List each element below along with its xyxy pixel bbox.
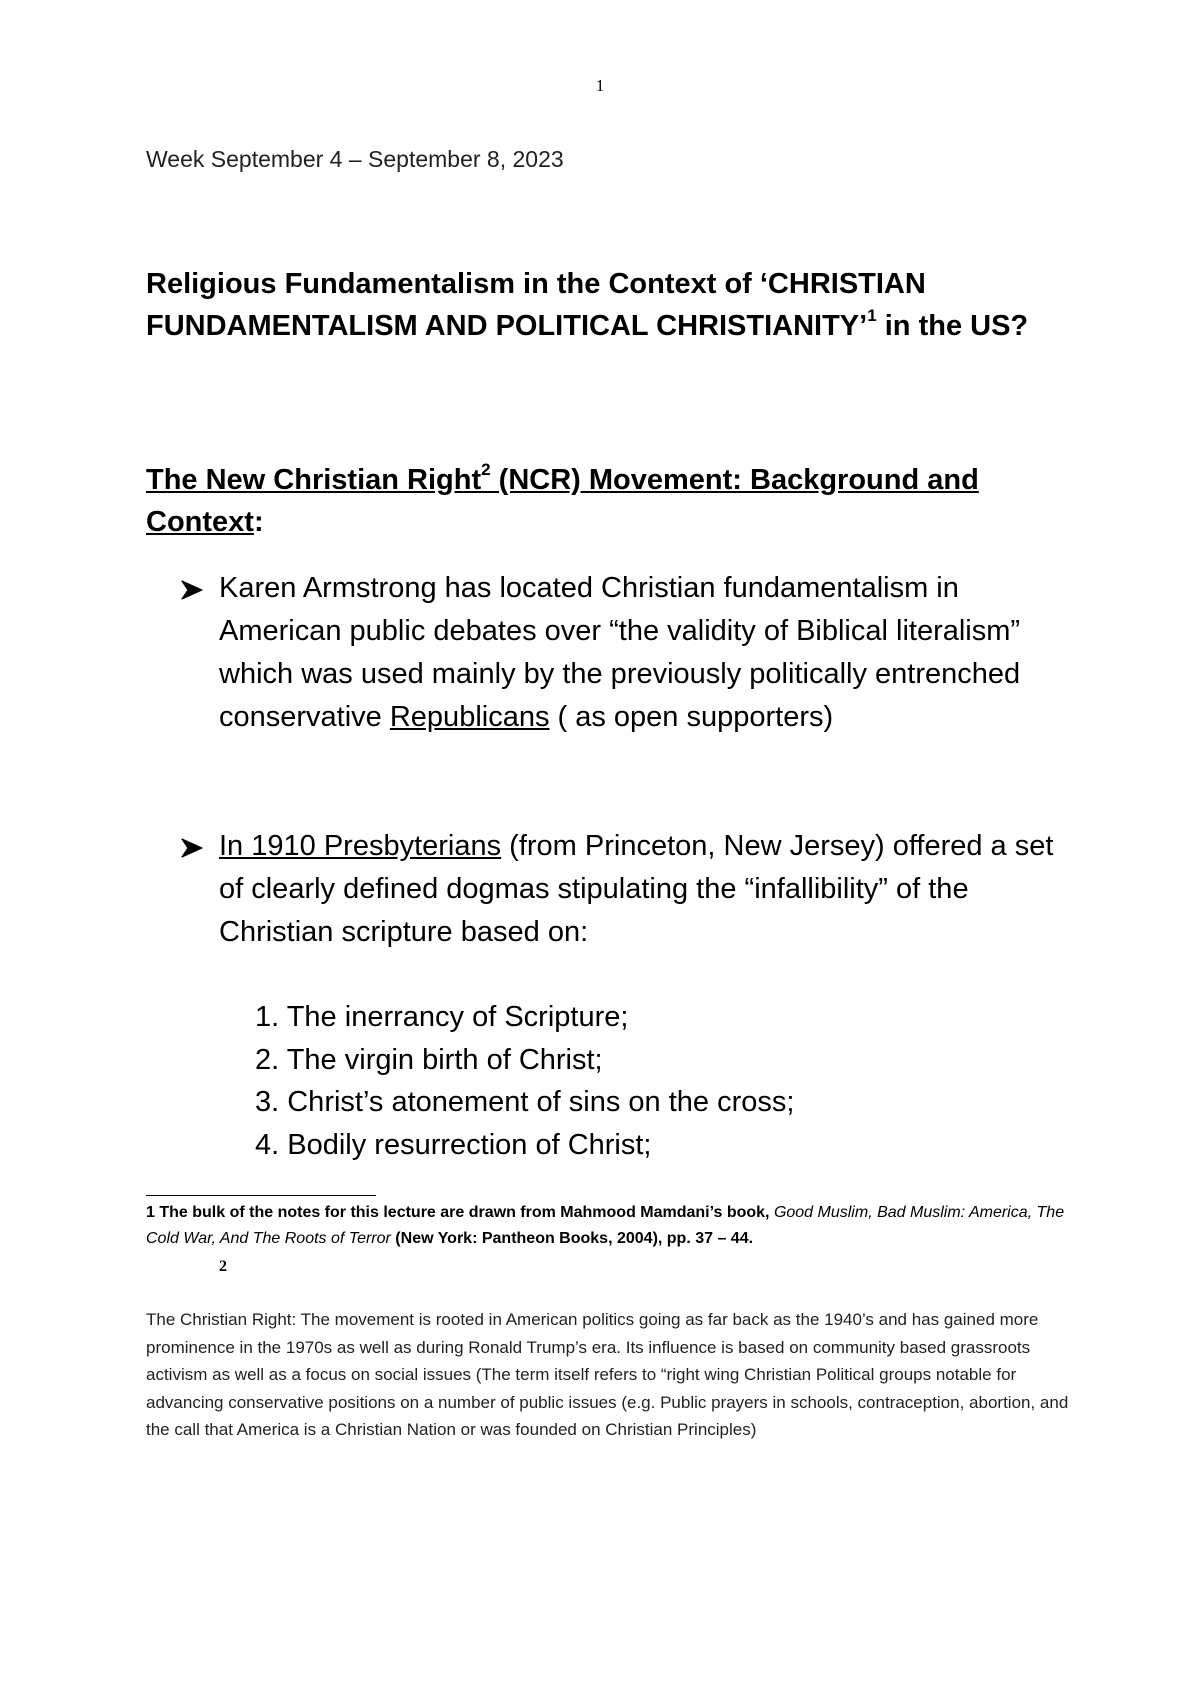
bullet-text: Karen Armstrong has located Christian fundamentalism in American public debates over “the validity of Biblical literalism” which was used mainly by the previously politically entrenched conservative Republicans ( as open supporters)	[219, 572, 1021, 733]
book-title: Good Muslim, Bad Muslim: America, The Cold War, And The Roots of Terror	[146, 1204, 1065, 1247]
bullet-item-presbyterians	[181, 825, 1081, 954]
section-heading-colon: :	[253, 506, 264, 538]
section-heading-text: The New Christian Right$^2$ (NCR) Movement: Background and Context	[146, 460, 979, 538]
section-heading	[146, 459, 1086, 543]
week-date-range: Week September 4 – September 8, 2023	[146, 146, 564, 172]
title-text-end: in the US?	[876, 310, 1029, 342]
arrow-bullet-icon	[181, 838, 203, 858]
underlined-term-republicans: Republicans	[389, 701, 550, 733]
bullet-item-armstrong	[181, 567, 1081, 739]
list-item: 4. Bodily resurrection of Christ;	[255, 1128, 652, 1161]
title-text: Religious Fundamentalism in the Context of ‘CHRISTIAN FUNDAMENTALISM AND POLITICAL CHRISTIANITY’	[146, 268, 926, 342]
underlined-term-presbyterians: In 1910 Presbyterians	[219, 830, 502, 862]
footnote-1: 1 The bulk of the notes for this lecture are drawn from Mahmood Mamdani’s book, Good Muslim, Bad Muslim: America, The Cold War, And The Roots of Terror (New York: Pantheon Books, 2004), pp. 37 – 44.	[146, 1204, 1065, 1247]
footnote-2-mark: 2	[219, 1258, 227, 1275]
footnote-ref-2[interactable]: 2	[481, 460, 491, 480]
page-number: 1	[595, 76, 605, 95]
document-title	[146, 263, 1086, 347]
list-item: 1. The inerrancy of Scripture;	[255, 1001, 629, 1033]
footnote-2: The Christian Right: The movement is rooted in American politics going as far back as the 1940’s and has gained more prominence in the 1970s as well as during Ronald Trump’s era. Its influence is based on community based grassroots activism as well as a focus on social issues (The term itself refers to “right wing Christian Political groups notable for advancing conservative positions on a number of public issues (e.g. Public prayers in schools, contraception, abortion, and the call that America is a Christian Nation or was founded on Christian Principles)	[146, 1310, 1069, 1439]
list-item: 3. Christ’s atonement of sins on the cross;	[255, 1086, 795, 1118]
footnote-separator	[146, 1195, 376, 1196]
bullet-text: In 1910 Presbyterians (from Princeton, New Jersey) offered a set of clearly defined dogmas stipulating the “infallibility” of the Christian scripture based on:	[219, 830, 1054, 948]
list-item: 2. The virgin birth of Christ;	[255, 1043, 603, 1076]
dogma-list	[255, 996, 1075, 1166]
arrow-bullet-icon	[181, 580, 203, 600]
footnote-ref-1[interactable]: 1	[867, 306, 877, 326]
